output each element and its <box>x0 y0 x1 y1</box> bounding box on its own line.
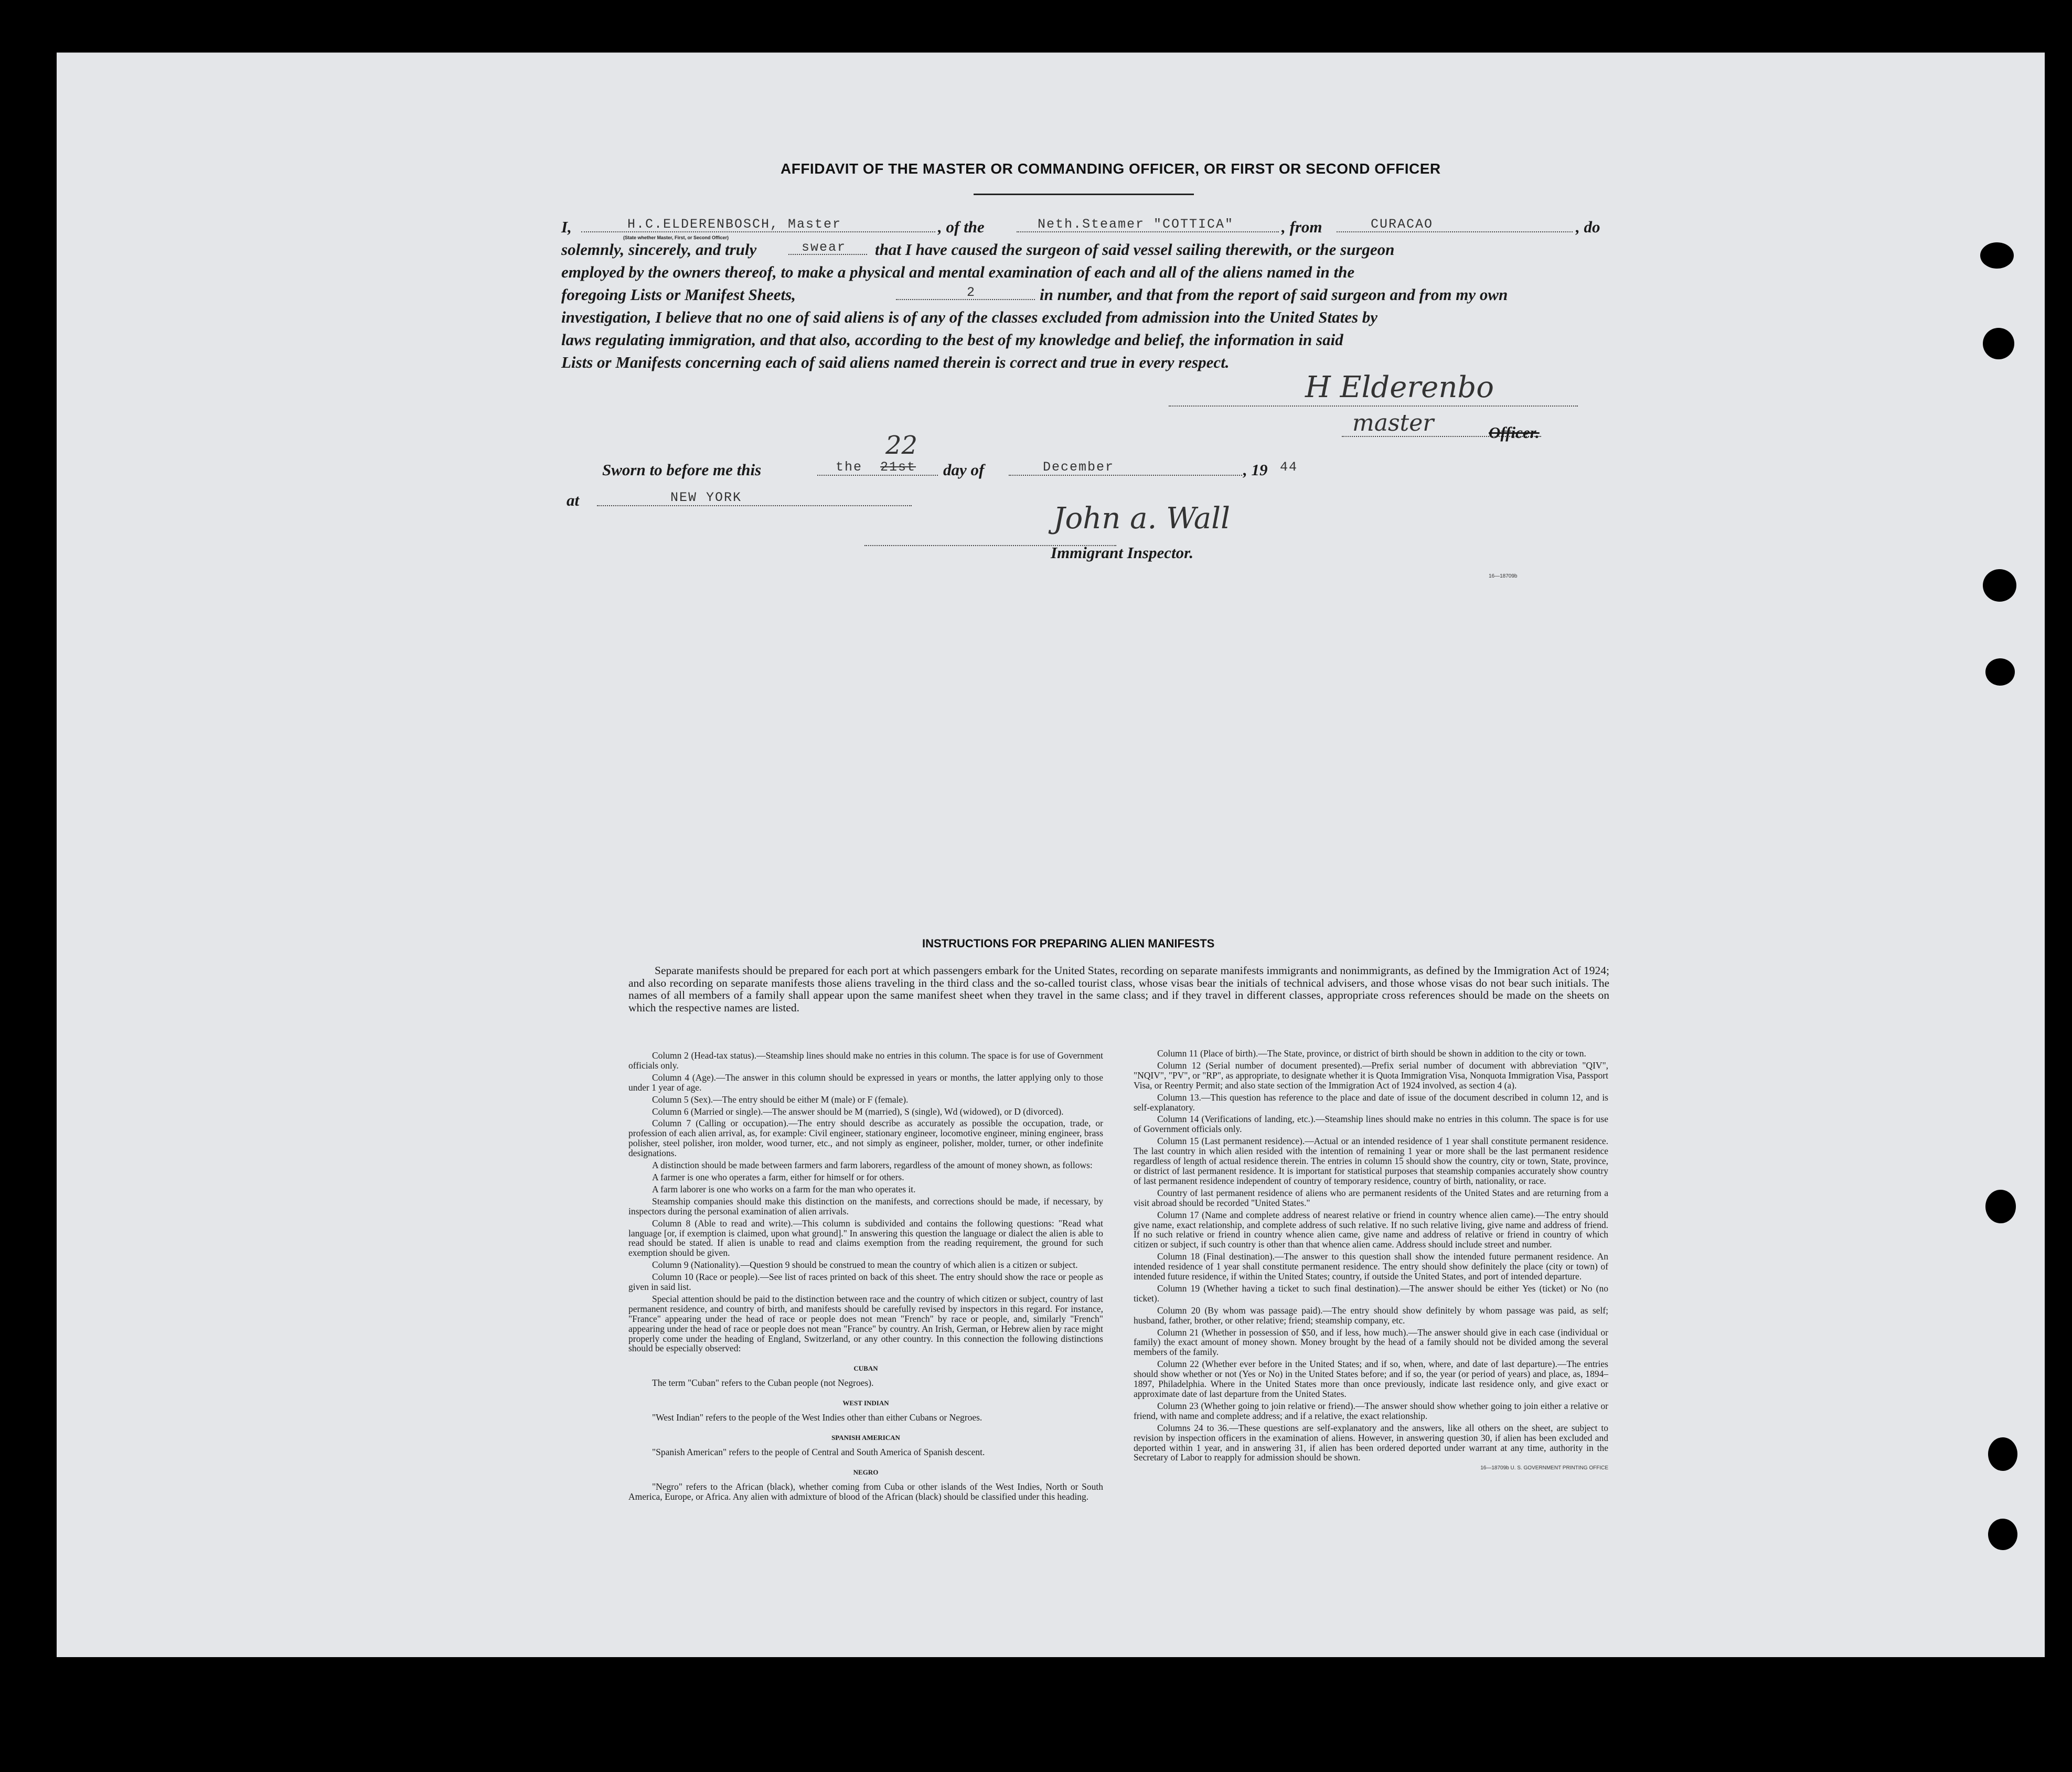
sworn-day-line <box>817 475 938 476</box>
inspector-signature: John a. Wall <box>1053 501 1230 536</box>
punch-hole <box>1988 1519 2017 1550</box>
paragraph-col19: Column 19 (Whether having a ticket to such final destination).—The answer should be either Yes (ticket) or No (no ticket). <box>1134 1283 1608 1304</box>
instructions-intro: Separate manifests should be prepared for each port at which passengers embark for the United States, recording on separate manifests immigrants and nonimmigrants, as defined by the Immigration Act of 1924; and also recording on separate manifests those aliens traveling in the third class and the so-called tourist class, whose visas bear the initials of technical advisers, and those whose visas do not bear such initials. The names of all members of a family shall appear upon the same manifest sheet when they travel in the same class; and if they travel in different classes, appropriate cross references should be made on the sheets on which the respective names are listed. <box>628 964 1609 1014</box>
paragraph-col8: Column 8 (Able to read and write).—This column is subdivided and contains the following questions: "Read what language [or, if exemption is claimed, upon what ground]." In answering this question the language or dialect the alien is able to read should be stated. If alien is unable to read and claims exemption from the reading requirement, the ground for such exemption should be given. <box>628 1218 1103 1258</box>
paragraph-residence-us: Country of last permanent residence of aliens who are permanent residents of the United States and are returning from a visit abroad should be recorded "United States." <box>1134 1187 1608 1208</box>
month-line <box>1009 475 1242 476</box>
paragraph-col11: Column 11 (Place of birth).—The State, province, or district of birth should be shown in addition to the city or town. <box>1157 1048 1586 1059</box>
punch-hole <box>1980 242 2014 269</box>
paragraph-col21: Column 21 (Whether in possession of $50, and if less, how much).—The answer should give in each case (individual or family) the exact amount of money shown. Money brought by the head of a family should not be divided among the several members of the family. <box>1134 1327 1608 1358</box>
affidavit-line6: laws regulating immigration, and that also, according to the best of my knowledge and belief, the information in said <box>561 330 1343 349</box>
affidavit-line4-b: in number, and that from the report of said surgeon and from my own <box>1040 285 1508 304</box>
affidavit-line1-a: I, <box>561 218 572 236</box>
paragraph-farm-laborer: A farm laborer is one who works on a farm for the man who operates it. <box>652 1183 916 1194</box>
affidavit-line3: employed by the owners thereof, to make a physical and mental examination of each and all of the aliens named in the <box>561 263 1355 281</box>
paragraph-col22: Column 22 (Whether ever before in the United States; and if so, when, where, and date of last departure).—The entries should show whether or not (Yes or No) in the United States before; and if so, the year (or period of years) and place, as, 1894–1897, Philadelphia. Where in the United States more than once previously, indicate last residence only, and give exact or approximate date of last departure from the United States. <box>1134 1359 1608 1399</box>
instructions-right-column <box>1134 1049 1608 1474</box>
affidavit-line2-a: solemnly, sincerely, and truly <box>561 240 757 259</box>
paragraph-col4: Column 4 (Age).—The answer in this column should be expressed in years or months, the latter applying only to those under 1 year of age. <box>628 1072 1103 1093</box>
sworn-day-struck: 21st <box>880 460 916 475</box>
inspector-label: Immigrant Inspector. <box>1051 543 1194 562</box>
sheets-count-field[interactable]: 2 <box>967 285 976 300</box>
affidavit-line4-a: foregoing Lists or Manifest Sheets, <box>561 285 796 304</box>
officer-title-handwritten: master <box>1352 410 1434 436</box>
paragraph-col9: Column 9 (Nationality).—Question 9 should be construed to mean the country of which alien is a citizen or subject. <box>652 1259 1078 1271</box>
paragraph-col10: Column 10 (Race or people).—See list of races printed on back of this sheet. The entry should show the race or people as given in said list. <box>628 1272 1103 1293</box>
paragraph-col15: Column 15 (Last permanent residence).—Actual or an intended residence of 1 year shall constitute permanent residence. The last country in which alien resided with the intention of remaining 1 year or more shall be the last permanent residence regardless of length of actual residence therein. The entries in column 15 should show the country, city or town, State, province, or district of last permanent residence. It is important for statistical purposes that steamship companies accurately show country of last permanent residence independent of country of temporary residence, country of birth, nationality, or race. <box>1134 1136 1608 1186</box>
heading-negro: NEGRO <box>853 1468 879 1476</box>
form-number: 16—18709b <box>1489 573 1518 579</box>
rank-note: (State whether Master, First, or Second Officer) <box>623 235 729 240</box>
instructions-title: INSTRUCTIONS FOR PREPARING ALIEN MANIFESTS <box>922 937 1215 950</box>
vessel-field[interactable]: Neth.Steamer "COTTICA" <box>1038 217 1234 232</box>
paragraph-steamship-companies: Steamship companies should make this distinction on the manifests, and corrections should be made, if necessary, by inspectors during the personal examination of alien arrivals. <box>628 1195 1103 1216</box>
paragraph-col5: Column 5 (Sex).—The entry should be either M (male) or F (female). <box>652 1094 909 1105</box>
paragraph-col7: Column 7 (Calling or occupation).—The entry should describe as accurately as possible the occupation, trade, or profession of each alien arrival, as, for example: Civil engineer, stationary engineer, locomotive engineer, mining engineer, brass polisher, steel polisher, iron molder, wood turner, etc., and not simply as engineer, polisher, molder, turner, or other indefinite designations. <box>628 1118 1103 1159</box>
place-line <box>597 505 912 506</box>
paragraph-special-attention: Special attention should be paid to the distinction between race and the country of which citizen or subject, country of last permanent residence, and country of birth, and manifests should be carefully revised by inspectors in this regard. For instance, "France" appearing under the head of race or people does not mean "French" by race or people, and, similarly "French" appearing under the head of race or people does not mean "France" by country. An Irish, German, or Hebrew alien by race might properly come under the heading of England, Switzerland, or any other country. In this connection the following distinctions should be especially observed: <box>628 1293 1103 1354</box>
punch-hole <box>1985 1190 2016 1223</box>
master-name-field[interactable]: H.C.ELDERENBOSCH, Master <box>627 217 842 232</box>
punch-hole <box>1983 569 2016 602</box>
affidavit-line5: investigation, I believe that no one of said aliens is of any of the classes excluded from admission into the United States by <box>561 308 1378 326</box>
title-divider <box>974 194 1194 195</box>
instructions-left-column <box>628 1051 1103 1504</box>
paragraph-col24-36: Columns 24 to 36.—These questions are self-explanatory and the answers, like all others on the sheet, are subject to revision by inspection officers in the examination of aliens. However, in answering question 30, if alien has been excluded and deported within 1 year, and in answering 31, if alien has been ordered deported under warrant at any time, authority in the Secretary of Labor to reapply for admission should be shown. <box>1134 1422 1608 1463</box>
paragraph-farmer: A farmer is one who operates a farm, either for himself or for others. <box>652 1171 904 1182</box>
sworn-label: Sworn to before me this <box>602 461 762 479</box>
at-label: at <box>567 491 580 509</box>
sworn-day-handwritten[interactable]: 22 <box>885 431 918 460</box>
paragraph-col17: Column 17 (Name and complete address of nearest relative or friend in country whence alien came).—The entry should give name, exact relationship, and complete address of such relative. If no such relative living, give name and address of friend. If no such relative or friend in country whence alien came, give name and address of relative or friend in country of which citizen or subject, if such country is other than that whence alien came. Address should include street and number. <box>1134 1209 1608 1250</box>
paragraph-col13: Column 13.—This question has reference to the place and date of issue of the document described in column 12, and is self-explanatory. <box>1134 1092 1608 1113</box>
year-field[interactable]: 44 <box>1280 460 1298 475</box>
punch-hole <box>1985 658 2015 686</box>
paragraph-col18: Column 18 (Final destination).—The answer to this question shall show the intended future permanent residence. An intended residence of 1 year shall constitute permanent residence. The entry should show definitely the place (city or town) of intended future residence, if within the United States; country, if outside the United States, and port of intended departure. <box>1134 1251 1608 1282</box>
paragraph-col14: Column 14 (Verifications of landing, etc.).—Steamship lines should make no entries in this column. The space is for use of Government officials only. <box>1134 1114 1608 1135</box>
affidavit-line7: Lists or Manifests concerning each of said aliens named therein is correct and true in every respect. <box>561 353 1230 371</box>
heading-spanish-american: SPANISH AMERICAN <box>831 1434 900 1442</box>
manifest-sheet <box>57 52 2045 1657</box>
affidavit-line1-b: , of the <box>938 218 985 236</box>
year-prefix: , 19 <box>1243 461 1268 479</box>
sheets-field-line <box>896 299 1035 300</box>
officer-signature-line <box>1169 405 1578 407</box>
month-field[interactable]: December <box>1043 460 1115 475</box>
day-of-label: day of <box>943 461 985 479</box>
sworn-day-typed: the <box>836 460 863 475</box>
paragraph-west-indian: "West Indian" refers to the people of the West Indies other than either Cubans or Negroes. <box>652 1412 982 1423</box>
oath-field[interactable]: swear <box>802 240 847 255</box>
place-field[interactable]: NEW YORK <box>670 490 742 505</box>
paragraph-col12: Column 12 (Serial number of document presented).—Prefix serial number of document with abbreviation "QIV", "NQIV", "PV", or "RP", as appropriate, to designate whether it is Quota Immigration Visa, Nonquota Immigration Visa, Passport Visa, or Reentry Permit; and also state section of the Immigration Act of 1924 involved, as section 4 (a). <box>1134 1060 1608 1091</box>
paragraph-col23: Column 23 (Whether going to join relative or friend).—The answer should show whether going to join either a relative or friend, with name and complete address; and if a relative, the exact relationship. <box>1134 1400 1608 1421</box>
officer-label: Officer. <box>1489 423 1540 442</box>
punch-hole <box>1988 1437 2017 1471</box>
officer-signature: H Elderenbo <box>1305 370 1494 404</box>
paragraph-col20: Column 20 (By whom was passage paid).—The entry should show definitely by whom passage was paid, as self; husband, father, brother, or other relative; friend; steamship company, etc. <box>1134 1305 1608 1326</box>
punch-hole <box>1983 328 2014 359</box>
paragraph-col2: Column 2 (Head-tax status).—Steamship lines should make no entries in this column. The space is for use of Government officials only. <box>628 1050 1103 1071</box>
heading-cuban: CUBAN <box>853 1364 878 1373</box>
paragraph-negro: "Negro" refers to the African (black), whether coming from Cuba or other islands of the West Indies, North or South America, Europe, or Africa. Any alien with admixture of blood of the African (black) should be classified under this heading. <box>628 1481 1103 1502</box>
paragraph-spanish-american: "Spanish American" refers to the people of Central and South America of Spanish descent. <box>652 1446 985 1457</box>
paragraph-cuban: The term "Cuban" refers to the Cuban people (not Negroes). <box>652 1378 874 1389</box>
affidavit-line1-c: , from <box>1281 218 1322 236</box>
departure-port-field[interactable]: CURACAO <box>1371 217 1434 232</box>
heading-west-indian: WEST INDIAN <box>842 1399 889 1407</box>
printing-office-footer: 16—18709b U. S. GOVERNMENT PRINTING OFFICE <box>1480 1465 1608 1471</box>
affidavit-title: AFFIDAVIT OF THE MASTER OR COMMANDING OFFICER, OR FIRST OR SECOND OFFICER <box>781 161 1441 177</box>
affidavit-line2-b: that I have caused the surgeon of said vessel sailing therewith, or the surgeon <box>875 240 1395 259</box>
paragraph-farm-distinction: A distinction should be made between farmers and farm laborers, regardless of the amount of money shown, as follows: <box>652 1160 1093 1171</box>
paragraph-col6: Column 6 (Married or single).—The answer should be M (married), S (single), Wd (widowed), or D (divorced). <box>652 1106 1064 1117</box>
affidavit-line1-d: , do <box>1576 218 1600 236</box>
